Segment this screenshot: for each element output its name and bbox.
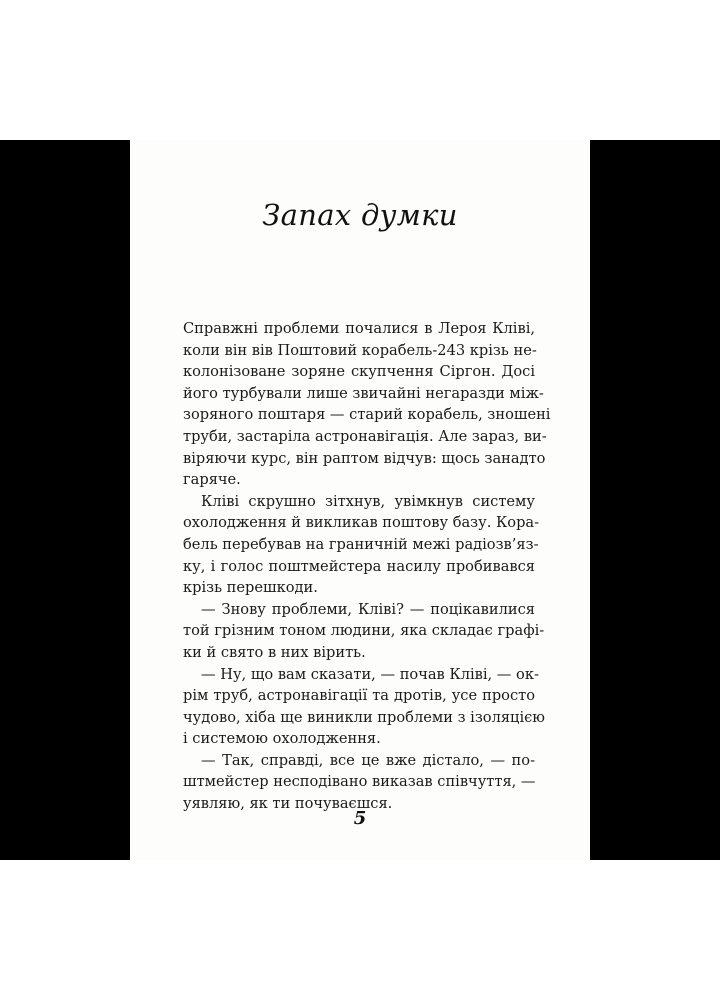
text-line: штмейстер несподівано виказав співчуття, — <box>183 773 536 791</box>
text-line: той грізним тоном людини, яка складає графі- <box>183 622 545 640</box>
text-line: чудово, хіба ще виникли проблеми з ізоляцією <box>183 708 545 726</box>
text-line: ки й свято в них вірить. <box>183 643 366 661</box>
text-line: труби, застаріла астронавігація. Але зараз, ви- <box>183 427 547 445</box>
text-line: гаряче. <box>183 471 241 489</box>
text-line: Справжні проблеми почалися в Лероя Кліві, <box>183 320 535 337</box>
text-line: — Ну, що вам сказати, — почав Кліві, — ок- <box>201 665 539 683</box>
text-line: і системою охолодження. <box>183 730 381 748</box>
text-line: — Знову проблеми, Кліві? — поцікавилися <box>201 600 535 618</box>
text-line: — Так, справді, все це вже дістало, — по- <box>201 751 535 769</box>
text-line: Кліві скрушно зітхнув, увімкнув систему <box>201 492 535 510</box>
text-line: уявляю, як ти почуваєшся. <box>183 795 393 813</box>
text-line: рім труб, астронавігації та дротів, усе просто <box>183 687 535 705</box>
text-line: ку, і голос поштмейстера насилу пробивався <box>183 557 535 575</box>
text-line: зоряного поштаря — старий корабель, зношені <box>183 406 551 424</box>
body-text <box>183 318 551 815</box>
page-number: 5 <box>353 808 367 829</box>
text-line: віряючи курс, він раптом відчув: щось занадто <box>183 449 546 467</box>
text-line: охолодження й викликав поштову базу. Кора- <box>183 514 540 532</box>
text-line: колонізоване зоряне скупчення Сіргон. Досі <box>183 363 535 381</box>
book-page <box>130 140 590 860</box>
chapter-title: Запах думки <box>262 198 458 232</box>
text-line: крізь перешкоди. <box>183 579 318 597</box>
text-line: бель перебував на граничній межі радіозв’яз- <box>183 535 539 553</box>
text-line: коли він вів Поштовий корабель-243 крізь не- <box>183 341 537 359</box>
text-line: його турбували лише звичайні негаразди між- <box>183 384 544 402</box>
